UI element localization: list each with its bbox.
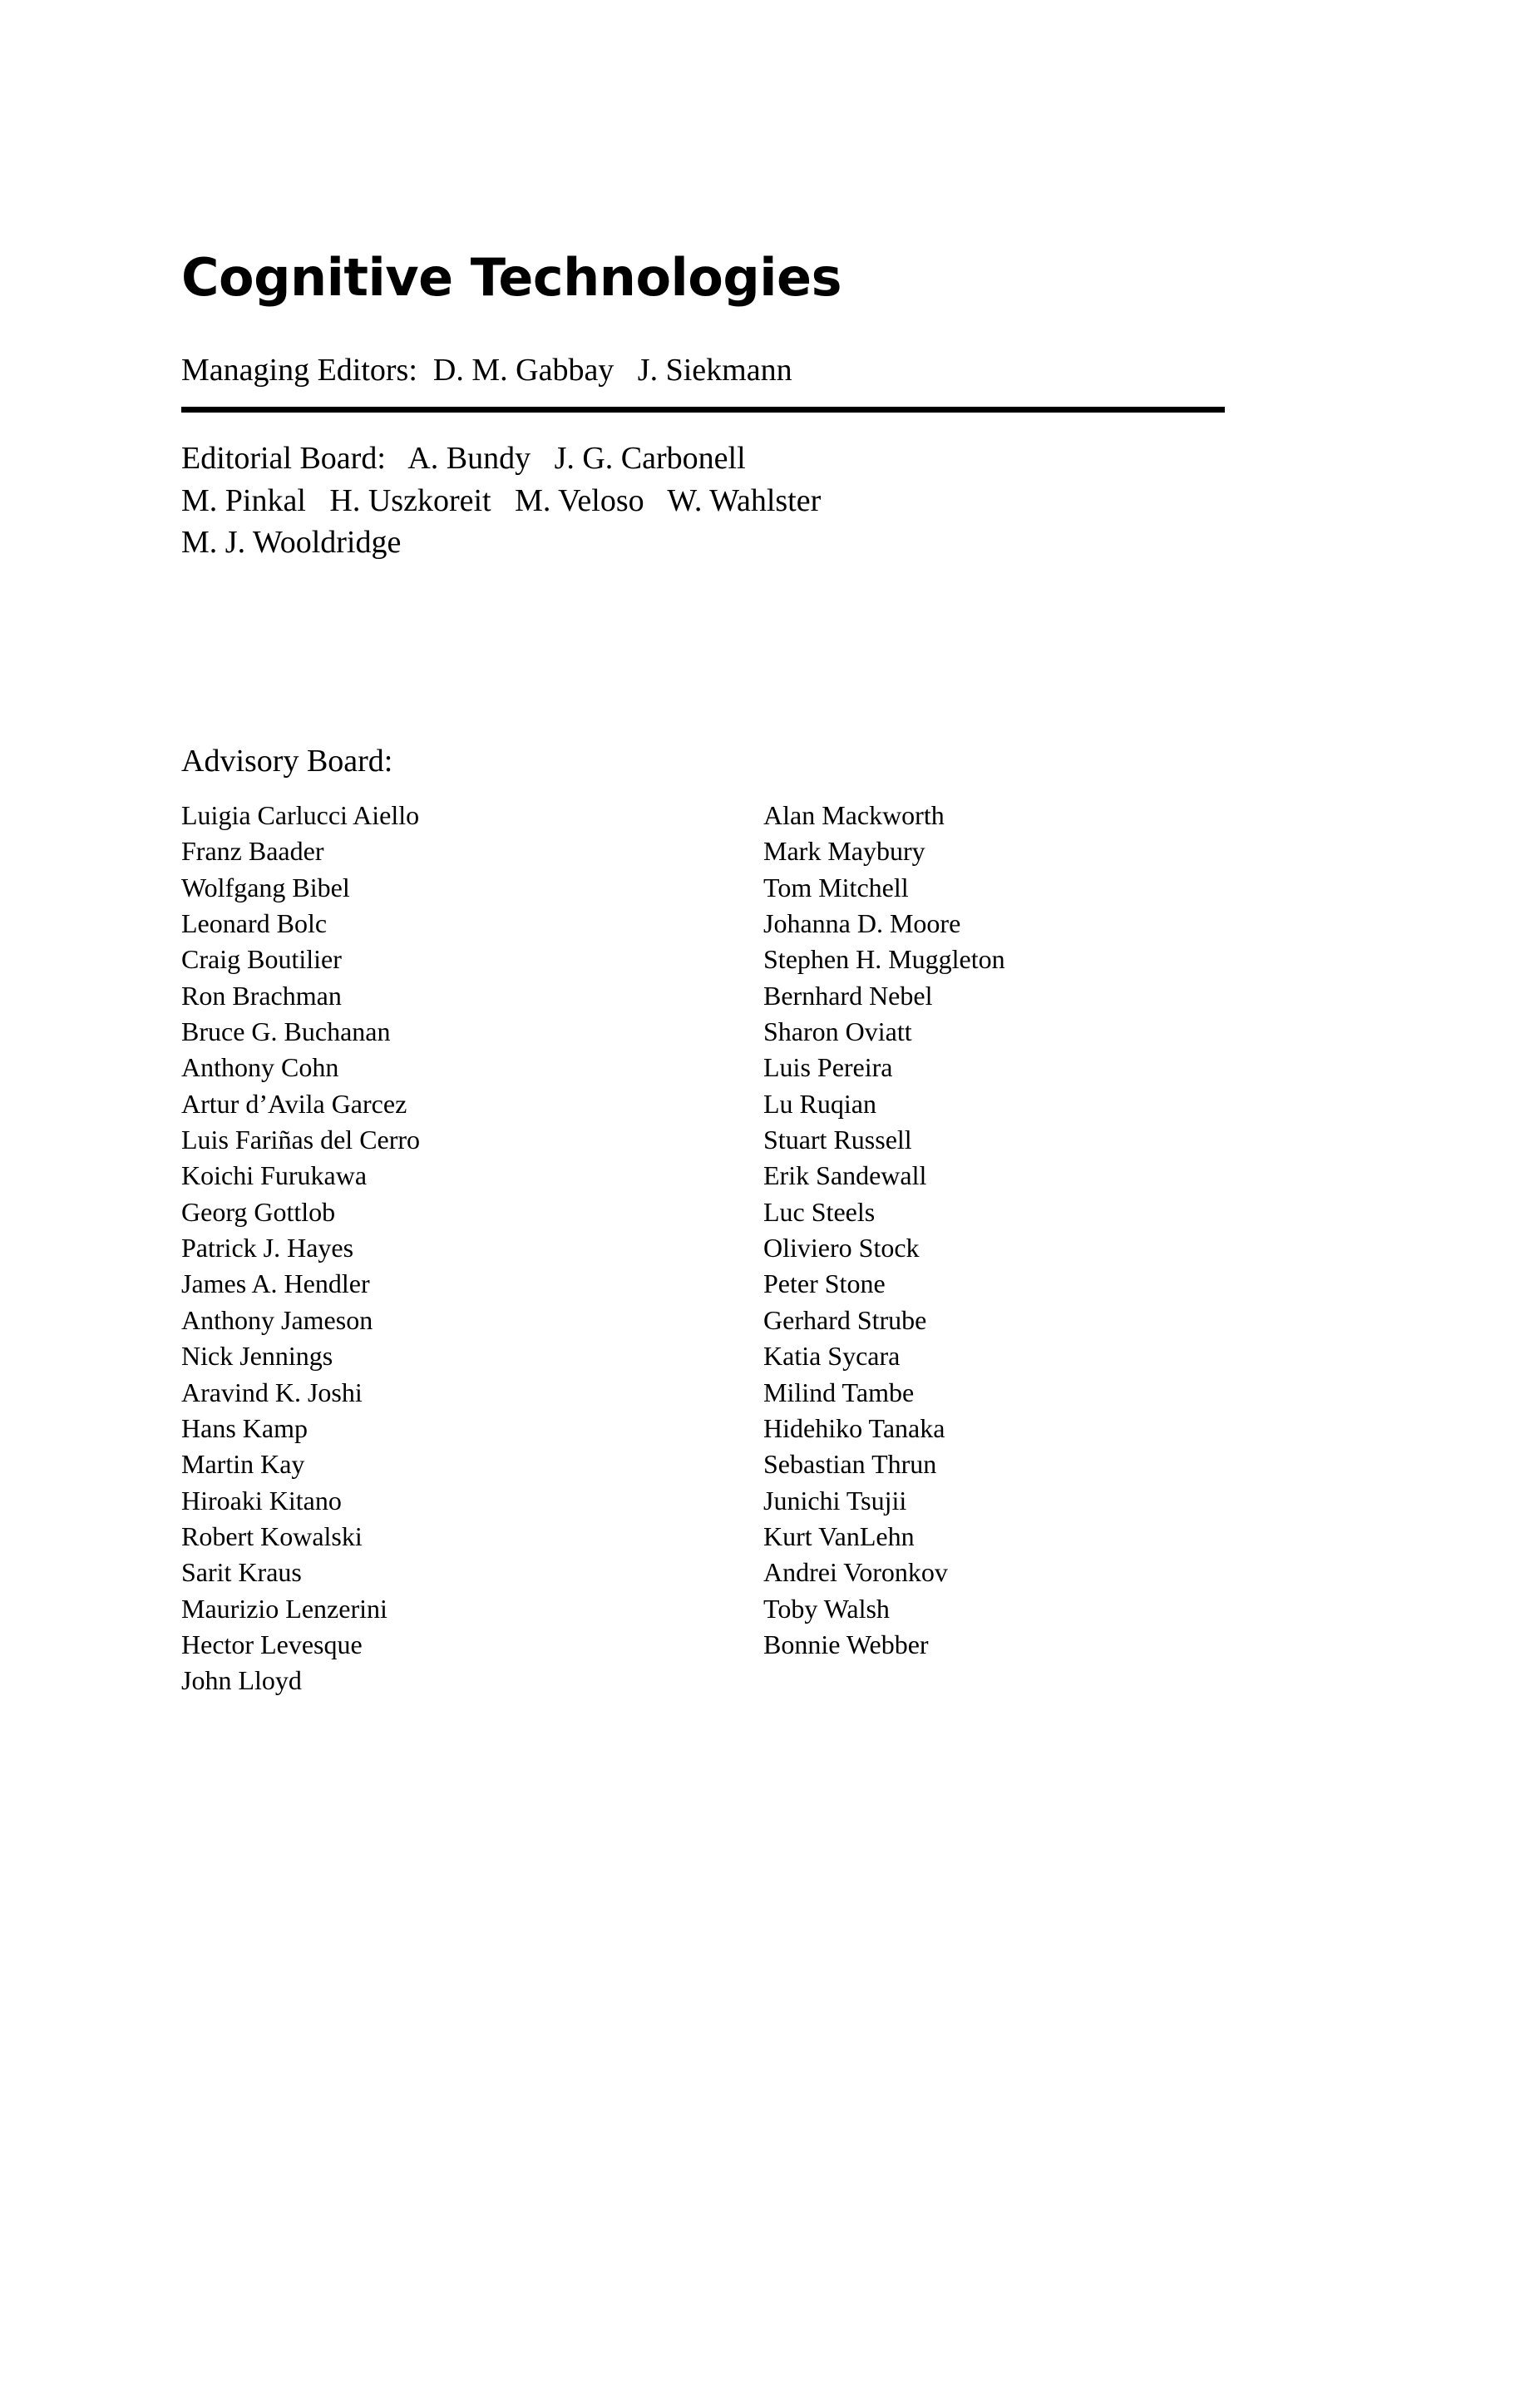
advisory-board-column-right xyxy=(763,798,1229,1699)
list-item: Sarit Kraus xyxy=(181,1557,302,1588)
list-item: Koichi Furukawa xyxy=(181,1160,368,1191)
list-item: Stephen H. Muggleton xyxy=(763,944,1005,975)
list-item: Luigia Carlucci Aiello xyxy=(181,799,420,830)
list-item: Toby Walsh xyxy=(763,1593,890,1624)
list-item: Aravind K. Joshi xyxy=(181,1377,363,1407)
list-item: Mark Maybury xyxy=(763,836,925,867)
list-item: Katia Sycara xyxy=(763,1341,901,1372)
editorial-board-line: M. Pinkal H. Uszkoreit M. Veloso W. Wahlster xyxy=(181,482,822,518)
list-item: Peter Stone xyxy=(763,1268,886,1299)
list-item: Oliviero Stock xyxy=(763,1233,920,1263)
list-item: Artur d’Avila Garcez xyxy=(181,1088,407,1119)
list-item: James A. Hendler xyxy=(181,1268,370,1299)
advisory-board-column-left xyxy=(181,798,763,1699)
page-content xyxy=(181,247,1345,1699)
list-item: Ron Brachman xyxy=(181,980,342,1011)
list-item: Hector Levesque xyxy=(181,1629,363,1660)
list-item: Nick Jennings xyxy=(181,1341,333,1372)
list-item: Luis Pereira xyxy=(763,1052,893,1083)
list-item: Bruce G. Buchanan xyxy=(181,1016,391,1046)
editorial-board-line: Editorial Board: A. Bundy J. G. Carbonell xyxy=(181,441,746,477)
list-item: Wolfgang Bibel xyxy=(181,872,350,902)
list-item: Bernhard Nebel xyxy=(763,980,933,1011)
list-item: Hidehiko Tanaka xyxy=(763,1412,945,1443)
editorial-board-block xyxy=(181,438,1345,564)
list-item: John Lloyd xyxy=(181,1665,302,1696)
list-item: Johanna D. Moore xyxy=(763,907,961,938)
list-item: Alan Mackworth xyxy=(763,799,945,830)
list-item: Hiroaki Kitano xyxy=(181,1485,342,1516)
list-item: Junichi Tsujii xyxy=(763,1485,907,1516)
list-item: Andrei Voronkov xyxy=(763,1557,948,1588)
list-item: Georg Gottlob xyxy=(181,1196,336,1227)
list-item: Patrick J. Hayes xyxy=(181,1233,354,1263)
list-item: Martin Kay xyxy=(181,1449,305,1480)
list-item: Sebastian Thrun xyxy=(763,1449,937,1480)
list-item: Franz Baader xyxy=(181,836,324,867)
list-item: Erik Sandewall xyxy=(763,1160,927,1191)
list-item: Bonnie Webber xyxy=(763,1629,929,1660)
list-item: Sharon Oviatt xyxy=(763,1016,912,1046)
list-item: Maurizio Lenzerini xyxy=(181,1593,387,1624)
page-title: Cognitive Technologies xyxy=(181,247,842,308)
list-item: Anthony Jameson xyxy=(181,1304,373,1335)
advisory-board-lists xyxy=(181,798,1229,1699)
list-item: Kurt VanLehn xyxy=(763,1520,915,1551)
managing-editors-line: Managing Editors: D. M. Gabbay J. Siekmann xyxy=(181,353,792,388)
advisory-board-heading: Advisory Board: xyxy=(181,743,393,779)
list-item: Luc Steels xyxy=(763,1196,876,1227)
list-item: Craig Boutilier xyxy=(181,944,342,975)
list-item: Stuart Russell xyxy=(763,1125,912,1155)
list-item: Luis Fariñas del Cerro xyxy=(181,1125,421,1155)
horizontal-rule xyxy=(181,407,1225,413)
list-item: Leonard Bolc xyxy=(181,907,328,938)
list-item: Hans Kamp xyxy=(181,1412,308,1443)
editorial-board-line: M. J. Wooldridge xyxy=(181,525,402,561)
list-item: Robert Kowalski xyxy=(181,1520,363,1551)
list-item: Milind Tambe xyxy=(763,1377,915,1407)
list-item: Lu Ruqian xyxy=(763,1088,876,1119)
list-item: Tom Mitchell xyxy=(763,872,909,902)
list-item: Gerhard Strube xyxy=(763,1304,927,1335)
list-item: Anthony Cohn xyxy=(181,1052,339,1083)
